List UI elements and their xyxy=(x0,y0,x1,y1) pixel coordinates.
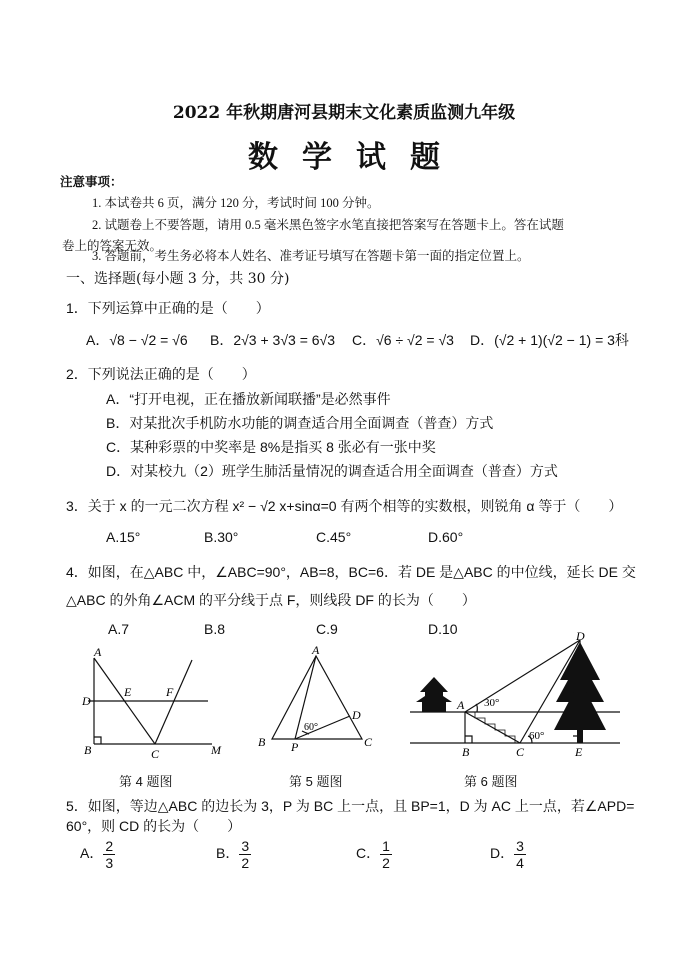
fig4-label-d: D xyxy=(82,694,91,708)
q4-option-c: C.9 xyxy=(316,621,338,637)
q5-option-d-den: 4 xyxy=(516,855,524,871)
q5-option-b xyxy=(216,838,251,871)
question-2-stem: 2．下列说法正确的是（ ） xyxy=(66,366,256,382)
q5-option-c-den: 2 xyxy=(382,855,390,871)
fig6-angle-60: 60° xyxy=(529,730,545,742)
q3-option-d: D.60° xyxy=(428,529,464,545)
notes-heading: 注意事项： xyxy=(60,174,123,189)
fig5-label-a: A xyxy=(312,643,320,657)
figure-4 xyxy=(88,658,212,744)
q5-option-d-num: 3 xyxy=(516,838,524,854)
fig4-label-b: B xyxy=(84,743,92,757)
q1-option-b: B．2√3 + 3√3 = 6√3 xyxy=(210,332,336,348)
q5-option-c-letter: C． xyxy=(356,845,381,862)
fig6-angle-30: 30° xyxy=(484,697,500,709)
q5-option-a xyxy=(80,838,115,871)
question-5-stem: 5．如图，等边△ABC 的边长为 3，P 为 BC 上一点，且 BP=1，D 为 AC 上一点，若∠APD= xyxy=(66,798,635,814)
subject-title: 数学试题 xyxy=(248,140,464,175)
note-item: 2. 试题卷上不要答题，请用 0.5 毫米黑色签字水笔直接把答案写在答题卡上。答在试题 xyxy=(92,218,564,232)
q1-option-a: A．√8 − √2 = √6 xyxy=(86,332,188,348)
fig6-label-a: A xyxy=(457,698,465,712)
note-item: 卷上的答案无效。 xyxy=(62,239,163,253)
fig4-label-e: E xyxy=(124,685,132,699)
q5-option-d-letter: D． xyxy=(490,845,515,862)
fig4-label-m: M xyxy=(211,743,221,757)
q5-option-b-num: 3 xyxy=(241,838,250,854)
fig5-label-d: D xyxy=(352,708,361,722)
q5-option-c-fraction xyxy=(380,838,392,871)
section-heading: 一、选择题(每小题 3 分，共 30 分) xyxy=(66,271,290,287)
fig6-caption: 第 6 题图 xyxy=(464,774,518,789)
fig5-caption: 第 5 题图 xyxy=(289,774,343,789)
fig5-label-p: P xyxy=(291,740,299,754)
fig6-label-b: B xyxy=(462,745,470,759)
q5-option-d xyxy=(490,838,526,871)
q5-option-c-num: 1 xyxy=(382,838,390,854)
q5-option-a-letter: A． xyxy=(80,845,104,862)
q5-option-b-fraction xyxy=(239,838,251,871)
fig4-label-a: A xyxy=(94,645,102,659)
question-4-stem-cont: △ABC 的外角∠ACM 的平分线于点 F，则线段 DF 的长为（ ） xyxy=(66,592,476,608)
note-item: 3. 答题前，考生务必将本人姓名、准考证号填写在答题卡第一面的指定位置上。 xyxy=(92,249,530,263)
q5-option-b-den: 2 xyxy=(241,855,250,871)
fig4-label-f: F xyxy=(166,685,174,699)
q5-option-a-den: 3 xyxy=(105,855,114,871)
q2-option-a: A．“打开电视，正在播放新闻联播”是必然事件 xyxy=(106,391,391,407)
q2-option-c: C．某种彩票的中奖率是 8%是指买 8 张必有一张中奖 xyxy=(106,439,436,455)
question-5-stem-cont: 60°，则 CD 的长为（ ） xyxy=(66,818,242,834)
q4-option-a: A.7 xyxy=(108,621,130,637)
q2-option-d: D．对某校九（2）班学生肺活量情况的调查适合用全面调查（普查）方式 xyxy=(106,463,558,479)
fig4-caption: 第 4 题图 xyxy=(119,774,173,789)
tree-icon xyxy=(554,642,606,743)
question-4-stem: 4．如图，在△ABC 中，∠ABC=90°，AB=8，BC=6．若 DE 是△ABC 的中位线，延长 DE 交 xyxy=(66,564,636,580)
pavilion-icon xyxy=(416,677,452,712)
q3-option-c: C.45° xyxy=(316,529,352,545)
exam-title: 2022 年秋期唐河县期末文化素质监测九年级 xyxy=(172,103,516,123)
q3-option-a: A.15° xyxy=(106,529,141,545)
q1-option-d: D．(√2 + 1)(√2 − 1) = 3科 xyxy=(470,332,629,348)
q5-option-a-num: 2 xyxy=(105,838,114,854)
q5-option-a-fraction xyxy=(103,838,115,871)
fig6-label-d: D xyxy=(576,629,585,643)
question-3-stem: 3．关于 x 的一元二次方程 x² − √2 x+sinα=0 有两个相等的实数根，则锐角 α 等于（ ） xyxy=(66,498,623,514)
fig6-label-e: E xyxy=(575,745,583,759)
q5-option-d-fraction xyxy=(514,838,526,871)
q5-option-b-letter: B． xyxy=(216,845,240,862)
q3-option-b: B.30° xyxy=(204,529,239,545)
question-1-stem: 1．下列运算中正确的是（ ） xyxy=(66,300,270,316)
fig5-label-c: C xyxy=(364,735,373,749)
q1-option-c: C．√6 ÷ √2 = √3 xyxy=(352,332,454,348)
fig5-angle-label: 60° xyxy=(304,722,318,733)
fig6-label-c: C xyxy=(516,745,525,759)
note-item: 1. 本试卷共 6 页，满分 120 分，考试时间 100 分钟。 xyxy=(92,196,380,210)
q4-option-d: D.10 xyxy=(428,621,458,637)
q5-option-c xyxy=(356,838,392,871)
fig5-label-b: B xyxy=(258,735,266,749)
q2-option-b: B．对某批次手机防水功能的调查适合用全面调查（普查）方式 xyxy=(106,415,494,431)
fig4-label-c: C xyxy=(151,747,160,761)
q4-option-b: B.8 xyxy=(204,621,226,637)
